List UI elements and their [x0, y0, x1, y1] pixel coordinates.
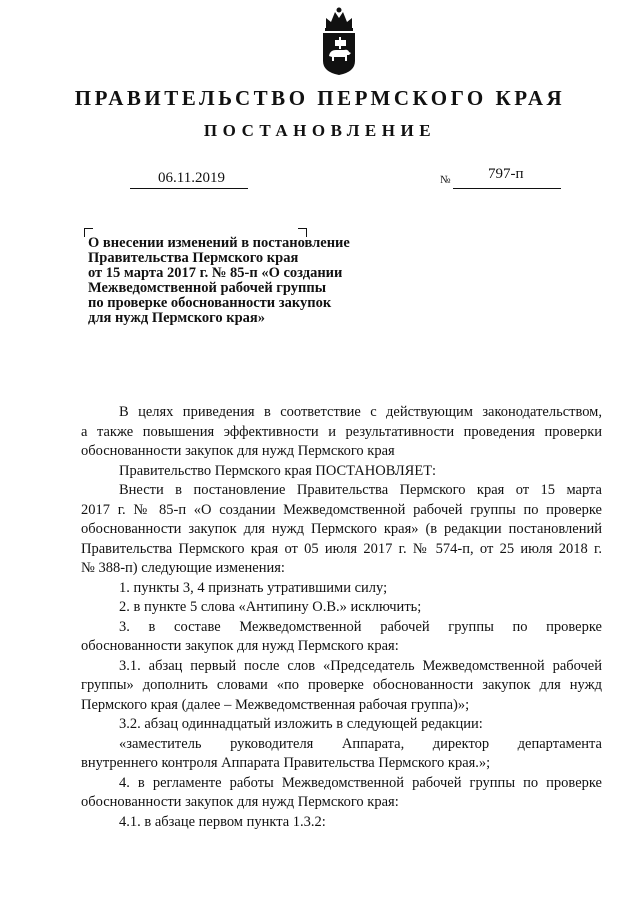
body-line: Правительство Пермского края ПОСТАНОВЛЯЕТ:: [119, 462, 437, 479]
body-line: 4. в регламенте работы Межведомственной рабочей группы по проверке: [119, 774, 602, 791]
body-line: 3.1. абзац первый после слов «Председатель Межведомственной рабочей: [119, 657, 602, 674]
body-line: Пермского края (далее – Межведомственная рабочая группа)»;: [81, 696, 470, 713]
number-sign: №: [440, 174, 451, 186]
body-line: 3. в составе Межведомственной рабочей группы по проверке: [119, 618, 602, 635]
government-title: ПРАВИТЕЛЬСТВО ПЕРМСКОГО КРАЯ: [74, 86, 566, 110]
subject-line: Межведомственной рабочей группы: [88, 280, 327, 296]
document-date: 06.11.2019: [158, 170, 225, 186]
body-line: «заместитель руководителя Аппарата, директор департамента: [119, 735, 602, 752]
coat-of-arms-emblem: [318, 6, 360, 76]
body-line: внутреннего контроля Аппарата Правительства Пермского края.»;: [81, 755, 491, 771]
body-line: обоснованности закупок для нужд Пермского края:: [81, 638, 399, 654]
body-line: 4.1. в абзаце первом пункта 1.3.2:: [119, 813, 326, 830]
body-line: 2. в пункте 5 слова «Антипину О.В.» исключить;: [119, 599, 422, 615]
document-type: ПОСТАНОВЛЕНИЕ: [203, 121, 437, 140]
body-line: обоснованности закупок для нужд Пермского края:: [81, 794, 399, 810]
body-line: группы» дополнить словами «по проверке обоснованности закупок для нужд: [81, 677, 602, 693]
body-line: обоснованности закупок для нужд Пермского края: [81, 443, 395, 459]
body-line: 2017 г. № 85-п «О создании Межведомственной рабочей группы по проверке: [81, 501, 602, 518]
body-line: обоснованности закупок для нужд Пермского края» (в редакции постановлений: [81, 521, 602, 537]
subject-line: О внесении изменений в постановление: [88, 235, 350, 251]
document-number: 797-п: [488, 166, 524, 182]
body-line: а также повышения эффективности и результативности проведения проверки: [81, 423, 602, 440]
subject-line: Правительства Пермского края: [88, 250, 299, 266]
subject-line: от 15 марта 2017 г. № 85-п «О создании: [88, 265, 343, 281]
body-line: В целях приведения в соответствие с действующим законодательством,: [119, 404, 602, 420]
document-subject: [88, 236, 388, 326]
body-line: Внести в постановление Правительства Пермского края от 15 марта: [119, 482, 602, 498]
body-line: Правительства Пермского края от 05 июля 2017 г. № 574-п, от 25 июля 2018 г.: [81, 540, 602, 557]
document-body: [81, 403, 602, 832]
body-line: № 388-п) следующие изменения:: [81, 560, 285, 576]
body-line: 1. пункты 3, 4 признать утратившими силу;: [119, 579, 388, 596]
subject-line: для нужд Пермского края»: [88, 310, 265, 326]
body-line: 3.2. абзац одиннадцатый изложить в следующей редакции:: [119, 716, 483, 732]
subject-line: по проверке обоснованности закупок: [88, 295, 332, 311]
